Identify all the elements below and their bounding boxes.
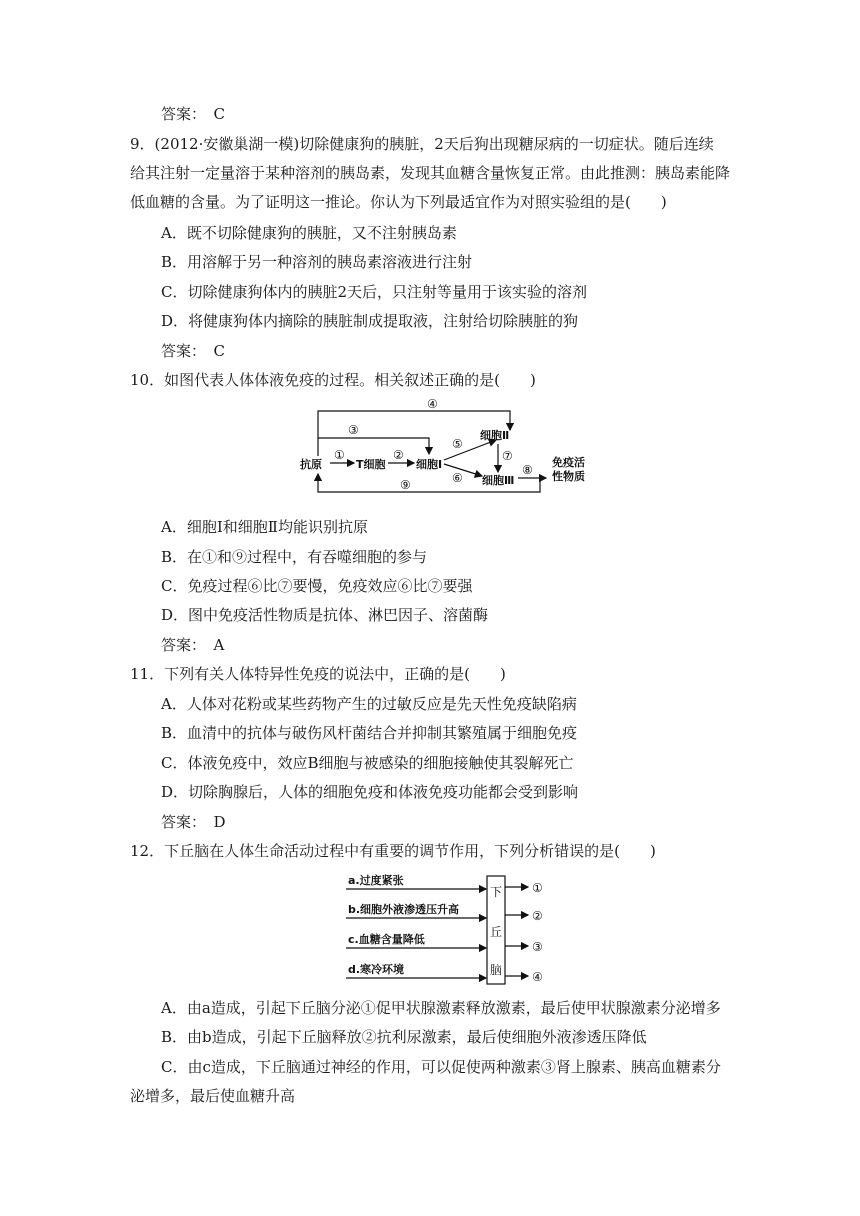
input-b: b.细胞外液渗透压升高 — [348, 903, 460, 916]
q10-option-b: B．在①和⑨过程中，有吞噬细胞的参与 — [161, 548, 428, 566]
input-d: d.寒冷环境 — [348, 963, 405, 976]
arrow-6 — [444, 464, 482, 476]
input-c: c.血糖含量降低 — [348, 933, 425, 946]
q12-option-c-continuation: 泌增多，最后使血糖升高 — [130, 1087, 296, 1105]
answer-9: 答案： C — [161, 342, 225, 360]
q10-option-c: C．免疫过程⑥比⑦要慢，免疫效应⑥比⑦要强 — [161, 577, 473, 595]
num-8: ⑧ — [522, 463, 533, 477]
label-cell1: 细胞Ⅰ — [416, 458, 443, 471]
num-7: ⑦ — [502, 449, 513, 463]
label-tcell: T细胞 — [356, 458, 386, 471]
humoral-immunity-diagram — [290, 396, 600, 500]
hypothalamus-diagram — [342, 870, 552, 986]
q9-stem-line3: 低血糖的含量。为了证明这一推论。你认为下列最适宜作为对照实验组的是( ) — [130, 193, 667, 211]
q9-option-b: B．用溶解于另一种溶剂的胰岛素溶液进行注射 — [161, 253, 473, 271]
num-6: ⑥ — [452, 471, 463, 485]
q9-stem-line2: 给其注射一定量溶于某种溶剂的胰岛素，发现其血糖含量恢复正常。由此推测：胰岛素能降 — [130, 164, 731, 182]
q11-option-b: B．血清中的抗体与破伤风杆菌结合并抑制其繁殖属于细胞免疫 — [161, 724, 578, 742]
num-4: ④ — [427, 397, 438, 411]
input-a: a.过度紧张 — [348, 874, 404, 887]
output-3: ③ — [532, 940, 543, 954]
q9-option-c: C．切除健康狗体内的胰脏2天后，只注射等量用于该实验的溶剂 — [161, 283, 588, 301]
label-antigen: 抗原 — [300, 458, 322, 471]
output-1: ① — [532, 881, 543, 895]
q12-option-a: A．由a造成，引起下丘脑分泌①促甲状腺激素释放激素，最后使甲状腺激素分泌增多 — [161, 999, 721, 1017]
q10-option-a: A．细胞Ⅰ和细胞Ⅱ均能识别抗原 — [161, 518, 368, 536]
num-9: ⑨ — [400, 478, 411, 492]
q9-option-d: D．将健康狗体内摘除的胰脏制成提取液，注射给切除胰脏的狗 — [161, 312, 579, 330]
label-product-1: 免疫活 — [552, 456, 585, 469]
q9-stem-line1: 9．(2012·安徽巢湖一模)切除健康狗的胰脏，2天后狗出现糖尿病的一切症状。随后连续 — [130, 135, 714, 153]
box-char-1: 下 — [490, 885, 503, 899]
q11-option-c: C．体液免疫中，效应B细胞与被感染的细胞接触使其裂解死亡 — [161, 754, 574, 772]
q11-option-d: D．切除胸腺后，人体的细胞免疫和体液免疫功能都会受到影响 — [161, 783, 579, 801]
label-cell2: 细胞Ⅱ — [480, 429, 510, 442]
q12-stem: 12．下丘脑在人体生命活动过程中有重要的调节作用，下列分析错误的是( ) — [130, 842, 656, 860]
output-4: ④ — [532, 970, 543, 984]
num-2: ② — [393, 448, 404, 462]
answer-10: 答案： A — [161, 636, 225, 654]
num-1: ① — [334, 448, 345, 462]
q10-stem: 10．如图代表人体体液免疫的过程。相关叙述正确的是( ) — [130, 371, 536, 389]
label-cell3: 细胞Ⅲ — [482, 474, 515, 487]
q9-option-a: A．既不切除健康狗的胰脏，又不注射胰岛素 — [161, 224, 457, 242]
label-product-2: 性物质 — [552, 470, 585, 483]
output-2: ② — [532, 909, 543, 923]
q12-option-b: B．由b造成，引起下丘脑释放②抗利尿激素，最后使细胞外液渗透压降低 — [161, 1028, 647, 1046]
box-char-3: 脑 — [490, 963, 503, 977]
answer-8: 答案： C — [161, 105, 225, 123]
q11-option-a: A．人体对花粉或某些药物产生的过敏反应是先天性免疫缺陷病 — [161, 695, 577, 713]
q12-option-c: C．由c造成，下丘脑通过神经的作用，可以促使两种激素③肾上腺素、胰高血糖素分 — [161, 1058, 721, 1076]
answer-11: 答案： D — [161, 813, 226, 831]
q11-stem: 11．下列有关人体特异性免疫的说法中，正确的是( ) — [130, 665, 506, 683]
box-char-2: 丘 — [490, 925, 503, 939]
q10-option-d: D．图中免疫活性物质是抗体、淋巴因子、溶菌酶 — [161, 606, 489, 624]
num-3: ③ — [348, 423, 359, 437]
num-5: ⑤ — [452, 437, 463, 451]
